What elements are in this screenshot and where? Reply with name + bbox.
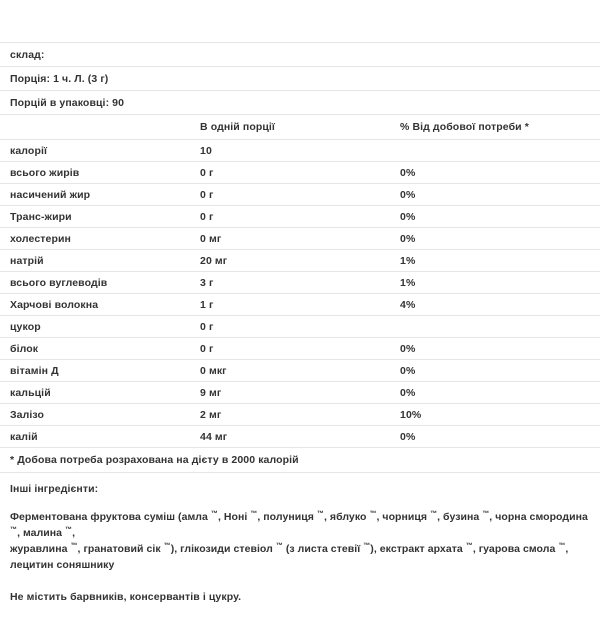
table-row <box>0 162 600 184</box>
nutrient-daily-value <box>400 140 600 162</box>
nutrient-amount: 0 г <box>200 210 214 223</box>
ingredient-text-segment: , Ноні <box>217 511 251 523</box>
column-header-row <box>0 115 600 140</box>
trademark-icon: ™ <box>250 510 258 518</box>
nutrient-amount: 3 г <box>200 276 214 289</box>
nutrient-daily-value: 10% <box>400 408 422 421</box>
trademark-icon: ™ <box>70 542 78 550</box>
nutrient-amount: 0 г <box>200 320 214 333</box>
nutrient-amount: 2 мг <box>200 408 222 421</box>
trademark-icon: ™ <box>369 510 377 518</box>
trademark-icon: ™ <box>363 542 371 550</box>
nutrient-daily-value: 1% <box>400 276 416 289</box>
ingredient-text-segment: ), глікозиди стевіол <box>170 543 276 555</box>
nutrient-daily-value: 0% <box>400 188 416 201</box>
trademark-icon: ™ <box>430 510 438 518</box>
table-row <box>0 294 600 316</box>
servings-per-container-row <box>0 91 600 115</box>
nutrient-name: всього жирів <box>10 166 80 179</box>
nutrient-name: цукор <box>10 320 41 333</box>
trademark-icon: ™ <box>316 510 324 518</box>
serving-size-row <box>0 67 600 91</box>
table-row <box>0 206 600 228</box>
nutrient-name: кальцій <box>10 386 51 399</box>
table-row <box>0 382 600 404</box>
servings-per-container-label: Порцій в упаковці: 90 <box>10 96 125 109</box>
other-ingredients-section <box>0 483 600 603</box>
nutrient-daily-value: 0% <box>400 166 416 179</box>
table-row <box>0 338 600 360</box>
nutrient-name: натрій <box>10 254 44 267</box>
nutrient-amount: 0 г <box>200 342 214 355</box>
daily-value-footnote-row <box>0 448 600 473</box>
nutrient-amount: 0 г <box>200 188 214 201</box>
nutrient-name: Транс-жири <box>10 210 72 223</box>
trademark-icon: ™ <box>10 526 18 534</box>
nutrient-daily-value: 1% <box>400 254 416 267</box>
trademark-icon: ™ <box>465 542 473 550</box>
product-disclaimer: Не містить барвників, консервантів і цукру. <box>10 591 242 603</box>
table-row <box>0 140 600 162</box>
nutrient-amount: 9 мг <box>200 386 222 399</box>
ingredient-text-segment: , <box>72 527 76 539</box>
trademark-icon: ™ <box>275 542 283 550</box>
supplement-facts-table <box>0 42 600 473</box>
nutrient-name: насичений жир <box>10 188 91 201</box>
nutrient-daily-value: 0% <box>400 342 416 355</box>
daily-value-footnote: * Добова потреба розрахована на дієту в 2000 калорій <box>10 454 299 466</box>
ingredient-text-segment: , чорниця <box>376 511 431 523</box>
ingredient-text-segment: ), екстракт архата <box>370 543 466 555</box>
nutrient-daily-value: 0% <box>400 210 416 223</box>
table-row <box>0 404 600 426</box>
nutrient-amount: 1 г <box>200 298 214 311</box>
nutrient-daily-value: 0% <box>400 430 416 443</box>
nutrient-name: калорії <box>10 144 48 157</box>
ingredient-text-segment: , малина <box>17 527 66 539</box>
table-row <box>0 250 600 272</box>
table-row <box>0 184 600 206</box>
nutrient-name: калій <box>10 430 38 443</box>
ingredient-text-segment: , яблуко <box>323 511 370 523</box>
nutrient-daily-value <box>400 316 600 338</box>
nutrient-name: всього вуглеводів <box>10 276 108 289</box>
ingredient-text-segment: , чорна смородина <box>489 511 588 523</box>
trademark-icon: ™ <box>482 510 490 518</box>
nutrient-name: Залізо <box>10 408 44 421</box>
trademark-icon: ™ <box>163 542 171 550</box>
composition-label: склад: <box>10 48 45 61</box>
supplement-facts-page <box>0 42 600 642</box>
ingredient-text-segment: , бузина <box>437 511 483 523</box>
composition-row <box>0 43 600 67</box>
nutrient-amount: 0 мг <box>200 232 222 245</box>
nutrient-daily-value: 0% <box>400 232 416 245</box>
nutrient-daily-value: 0% <box>400 386 416 399</box>
nutrient-amount: 44 мг <box>200 430 228 443</box>
nutrient-name: вітамін Д <box>10 364 59 377</box>
nutrient-daily-value: 4% <box>400 298 416 311</box>
nutrient-amount: 10 <box>200 144 212 157</box>
trademark-icon: ™ <box>210 510 218 518</box>
table-row <box>0 426 600 448</box>
other-ingredients-label: Інші інгредієнти: <box>10 483 99 495</box>
column-header-name <box>0 115 200 140</box>
trademark-icon: ™ <box>65 526 73 534</box>
other-ingredients-text <box>10 509 590 573</box>
ingredient-text-segment: , лецитин соняшнику <box>10 543 569 571</box>
table-row <box>0 360 600 382</box>
ingredient-text-segment: , гранатовий сік <box>77 543 164 555</box>
trademark-icon: ™ <box>558 542 566 550</box>
nutrient-amount: 0 г <box>200 166 214 179</box>
nutrient-name: холестерин <box>10 232 71 245</box>
nutrient-amount: 0 мкг <box>200 364 227 377</box>
column-header-amount-per-serving: В одній порції <box>200 121 275 133</box>
serving-size-label: Порція: 1 ч. Л. (3 г) <box>10 72 109 85</box>
column-header-daily-value: % Від добової потреби * <box>400 121 529 133</box>
table-row <box>0 272 600 294</box>
nutrient-amount: 20 мг <box>200 254 228 267</box>
ingredient-text-segment: , гуарова смола <box>472 543 559 555</box>
table-row <box>0 228 600 250</box>
ingredient-text-segment: журавлина <box>10 543 71 555</box>
nutrient-name: Харчові волокна <box>10 298 99 311</box>
table-row <box>0 316 600 338</box>
nutrient-daily-value: 0% <box>400 364 416 377</box>
nutrient-name: білок <box>10 342 39 355</box>
ingredient-text-segment: , полуниця <box>257 511 317 523</box>
ingredient-text-segment: (з листа стевії <box>282 543 364 555</box>
ingredient-text-segment: Ферментована фруктова суміш (амла <box>10 511 211 523</box>
